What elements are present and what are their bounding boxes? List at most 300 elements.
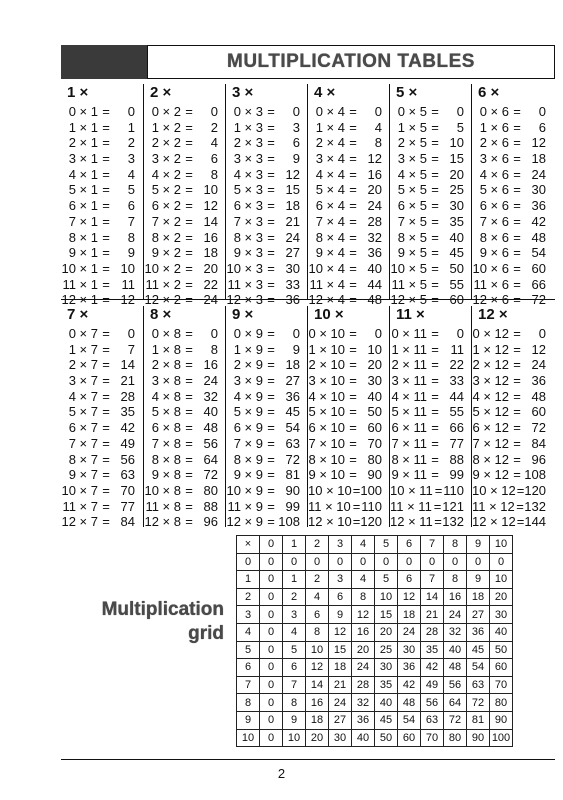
grid-cell: 0	[260, 659, 283, 677]
times-table-result: 120	[524, 482, 547, 498]
grid-cell: 32	[352, 694, 375, 712]
grid-cell: 7	[283, 676, 306, 694]
page-number: 2	[277, 766, 286, 781]
times-table-title: 10 ×	[314, 306, 344, 323]
times-table-row	[226, 182, 307, 198]
equals-sign: =	[267, 420, 275, 436]
equals-sign: =	[431, 245, 439, 261]
times-table-row	[308, 261, 389, 277]
times-table-expression: 1 × 3	[233, 119, 263, 135]
times-table-row	[61, 104, 142, 120]
times-table-expression: 8 × 12	[472, 451, 509, 467]
grid-caption-line-2: grid	[188, 623, 224, 644]
equals-sign: =	[349, 373, 357, 389]
equals-sign: =	[267, 213, 275, 229]
grid-cell: 8	[283, 694, 306, 712]
times-table-expression: 12 × 10	[308, 514, 352, 530]
equals-sign: =	[431, 292, 439, 308]
equals-sign: =	[349, 420, 357, 436]
times-table-result: 132	[524, 498, 546, 514]
times-table-expression: 11 × 8	[145, 498, 181, 514]
equals-sign: =	[185, 213, 193, 229]
times-table-result: 20	[449, 166, 464, 182]
times-table-result: 12	[367, 151, 382, 167]
times-table-expression: 12 × 5	[390, 292, 427, 308]
grid-cell: 16	[352, 623, 375, 641]
times-table-result: 81	[285, 467, 300, 483]
times-table-result: 11	[121, 276, 135, 292]
times-table-expression: 3 × 10	[308, 373, 345, 389]
grid-cell: 0	[260, 641, 283, 659]
times-table-result: 20	[203, 260, 218, 276]
times-table-row	[144, 436, 225, 452]
times-table-expression: 10 × 3	[226, 260, 263, 276]
times-table-expression: 4 × 7	[68, 388, 98, 404]
times-table-result: 28	[367, 213, 382, 229]
grid-cell: 0	[260, 694, 283, 712]
times-table-title: 5 ×	[396, 84, 418, 101]
grid-cell: 45	[467, 641, 490, 659]
times-table-row	[472, 230, 553, 246]
grid-cell: 81	[467, 711, 490, 729]
times-table-result: 0	[374, 104, 382, 119]
grid-row	[237, 729, 513, 747]
equals-sign: =	[352, 498, 361, 514]
times-table-row	[390, 373, 471, 389]
times-table-row	[472, 436, 553, 452]
times-table-expression: 4 × 9	[233, 388, 263, 404]
grid-cell: 20	[490, 588, 513, 606]
times-table-result: 132	[442, 514, 464, 530]
equals-sign: =	[185, 166, 193, 182]
equals-sign: =	[102, 467, 110, 483]
times-table-result: 70	[120, 482, 135, 498]
times-table-expression: 3 × 8	[151, 373, 181, 389]
times-table-result: 66	[531, 276, 546, 292]
times-table-expression: 4 × 4	[315, 166, 345, 182]
times-table-row	[144, 357, 225, 373]
equals-sign: =	[102, 213, 110, 229]
times-table-row	[390, 326, 471, 342]
grid-cell: 42	[398, 676, 421, 694]
equals-sign: =	[102, 292, 110, 308]
equals-sign: =	[431, 213, 439, 229]
times-table-column	[389, 306, 471, 530]
grid-cell: 9	[283, 711, 306, 729]
times-table-row	[472, 214, 553, 230]
times-table-expression: 11 × 10	[308, 498, 351, 514]
grid-row	[237, 676, 513, 694]
equals-sign: =	[267, 357, 275, 373]
times-table-expression: 12 × 7	[61, 514, 98, 530]
times-table-expression: 5 × 4	[315, 182, 345, 198]
times-table-result: 7	[127, 341, 135, 357]
equals-sign: =	[185, 119, 193, 135]
grid-cell: 4	[283, 623, 306, 641]
times-table-row	[308, 245, 389, 261]
equals-sign: =	[349, 245, 357, 261]
times-table-result: 30	[531, 182, 546, 198]
equals-sign: =	[349, 229, 357, 245]
grid-header-cell: 2	[237, 588, 260, 606]
times-table-result: 9	[127, 245, 135, 261]
times-table-expression: 5 × 9	[233, 404, 263, 420]
grid-cell: 40	[444, 641, 467, 659]
times-table-result: 4	[127, 166, 135, 182]
equals-sign: =	[513, 104, 521, 119]
times-table-expression: 7 × 4	[315, 213, 345, 229]
times-table-row	[226, 151, 307, 167]
times-table-expression: 1 × 10	[308, 341, 345, 357]
times-table-result: 0	[374, 326, 382, 341]
times-table-expression: 0 × 3	[233, 104, 263, 119]
equals-sign: =	[431, 388, 439, 404]
times-table-expression: 4 × 8	[151, 388, 181, 404]
times-table-row	[390, 342, 471, 358]
grid-cell: 18	[398, 606, 421, 624]
times-table-expression: 5 × 8	[151, 404, 181, 420]
times-table-column	[225, 84, 307, 308]
times-table-row	[390, 404, 471, 420]
equals-sign: =	[185, 276, 193, 292]
grid-cell: 12	[329, 623, 352, 641]
grid-cell: 45	[375, 711, 398, 729]
grid-cell: 28	[352, 676, 375, 694]
times-table-result: 6	[292, 135, 300, 151]
times-table-expression: 8 × 7	[68, 451, 98, 467]
equals-sign: =	[102, 151, 110, 167]
equals-sign: =	[267, 435, 275, 451]
times-table-result: 20	[367, 182, 382, 198]
times-table-expression: 12 × 1	[61, 292, 98, 308]
times-table-result: 0	[292, 326, 300, 341]
grid-cell: 70	[421, 729, 444, 747]
times-table-expression: 6 × 11	[391, 420, 427, 436]
times-table-expression: 6 × 1	[68, 198, 98, 214]
equals-sign: =	[352, 514, 361, 530]
times-table-result: 60	[367, 420, 382, 436]
grid-cell: 16	[306, 694, 329, 712]
grid-cell: 60	[398, 729, 421, 747]
times-table-expression: 9 × 5	[397, 245, 427, 261]
equals-sign: =	[431, 104, 439, 119]
times-table-row	[472, 135, 553, 151]
times-table-result: 44	[367, 276, 382, 292]
times-table-expression: 7 × 12	[472, 435, 509, 451]
times-tables-bottom-band	[61, 306, 555, 530]
times-table-row	[308, 389, 389, 405]
grid-cell: 49	[421, 676, 444, 694]
grid-cell: 5	[375, 571, 398, 589]
times-table-expression: 4 × 3	[233, 166, 263, 182]
times-table-row	[61, 261, 142, 277]
times-table-result: 12	[203, 198, 218, 214]
equals-sign: =	[431, 182, 439, 198]
grid-cell: 48	[398, 694, 421, 712]
grid-cell: 0	[260, 676, 283, 694]
times-table-row	[308, 420, 389, 436]
times-table-expression: 12 × 3	[226, 292, 263, 308]
grid-cell: 0	[260, 571, 283, 589]
times-table-row	[390, 357, 471, 373]
times-table-result: 11	[450, 341, 464, 357]
grid-cell: 54	[398, 711, 421, 729]
times-table-result: 9	[292, 341, 300, 357]
times-table-result: 45	[449, 245, 464, 261]
grid-cell: 63	[467, 676, 490, 694]
equals-sign: =	[516, 514, 525, 530]
times-table-row	[226, 135, 307, 151]
equals-sign: =	[349, 435, 357, 451]
grid-header-cell: 6	[237, 659, 260, 677]
equals-sign: =	[185, 357, 193, 373]
times-table-result: 99	[449, 467, 464, 483]
times-table-row	[226, 342, 307, 358]
equals-sign: =	[102, 357, 110, 373]
times-table-expression: 6 × 3	[233, 198, 263, 214]
times-table-row	[226, 277, 307, 293]
equals-sign: =	[349, 404, 357, 420]
grid-cell: 10	[306, 641, 329, 659]
grid-header-cell: 0	[237, 553, 260, 571]
times-table-expression: 6 × 10	[308, 420, 345, 436]
times-table-result: 50	[449, 260, 464, 276]
times-table-expression: 10 × 1	[61, 260, 98, 276]
equals-sign: =	[513, 467, 521, 483]
grid-row	[237, 641, 513, 659]
times-table-title: 6 ×	[478, 84, 500, 101]
equals-sign: =	[513, 388, 521, 404]
times-table-row	[61, 420, 142, 436]
equals-sign: =	[513, 404, 521, 420]
grid-cell: 9	[329, 606, 352, 624]
times-table-row	[61, 120, 142, 136]
equals-sign: =	[102, 182, 110, 198]
equals-sign: =	[513, 451, 521, 467]
times-table-expression: 11 × 9	[227, 498, 263, 514]
times-table-rows	[144, 326, 225, 530]
equals-sign: =	[513, 260, 521, 276]
times-table-row	[226, 499, 307, 515]
equals-sign: =	[185, 229, 193, 245]
times-table-expression: 3 × 4	[315, 151, 345, 167]
times-table-expression: 1 × 1	[68, 119, 98, 135]
times-table-result: 64	[203, 451, 218, 467]
grid-header-cell: 5	[375, 536, 398, 554]
equals-sign: =	[185, 373, 193, 389]
times-table-row	[390, 198, 471, 214]
grid-cell: 50	[490, 641, 513, 659]
times-table-result: 4	[210, 135, 218, 151]
times-table-row	[472, 514, 553, 530]
times-table-rows	[226, 104, 307, 308]
times-table-row	[144, 120, 225, 136]
equals-sign: =	[431, 326, 439, 341]
equals-sign: =	[349, 119, 357, 135]
times-table-expression: 10 × 10	[308, 482, 352, 498]
times-table-row	[308, 230, 389, 246]
equals-sign: =	[102, 245, 110, 261]
times-table-expression: 11 × 7	[62, 498, 98, 514]
times-table-result: 40	[367, 388, 382, 404]
equals-sign: =	[431, 357, 439, 373]
equals-sign: =	[102, 326, 110, 341]
equals-sign: =	[185, 482, 193, 498]
times-table-row	[390, 151, 471, 167]
times-table-rows	[472, 104, 553, 308]
times-table-expression: 4 × 12	[472, 388, 509, 404]
times-table-row	[308, 151, 389, 167]
grid-cell: 6	[329, 588, 352, 606]
times-table-result: 24	[531, 357, 546, 373]
times-table-row	[472, 151, 553, 167]
times-table-result: 3	[292, 119, 300, 135]
times-table-row	[390, 167, 471, 183]
grid-cell: 30	[490, 606, 513, 624]
times-table-row	[308, 167, 389, 183]
equals-sign: =	[102, 404, 110, 420]
times-table-row	[472, 261, 553, 277]
equals-sign: =	[513, 245, 521, 261]
times-table-result: 5	[456, 119, 464, 135]
times-table-expression: 11 × 4	[309, 276, 345, 292]
grid-cell: 40	[490, 623, 513, 641]
times-table-result: 32	[367, 229, 382, 245]
times-table-result: 55	[449, 404, 464, 420]
grid-cell: 0	[421, 553, 444, 571]
times-table-expression: 7 × 1	[68, 213, 98, 229]
equals-sign: =	[185, 245, 193, 261]
equals-sign: =	[185, 292, 193, 308]
times-table-expression: 3 × 12	[472, 373, 509, 389]
grid-cell: 0	[375, 553, 398, 571]
times-table-row	[308, 135, 389, 151]
equals-sign: =	[102, 135, 110, 151]
times-table-result: 80	[203, 482, 218, 498]
times-table-row	[308, 499, 389, 515]
times-table-result: 8	[127, 229, 135, 245]
grid-cell: 0	[260, 606, 283, 624]
grid-cell: 18	[306, 711, 329, 729]
times-table-row	[144, 261, 225, 277]
grid-cell: 35	[375, 676, 398, 694]
times-table-expression: 3 × 7	[68, 373, 98, 389]
times-table-expression: 7 × 5	[397, 213, 427, 229]
times-table-result: 2	[127, 135, 135, 151]
equals-sign: =	[431, 260, 439, 276]
times-table-result: 0	[538, 104, 546, 119]
equals-sign: =	[513, 373, 521, 389]
times-table-row	[144, 467, 225, 483]
times-table-row	[390, 389, 471, 405]
times-table-expression: 9 × 4	[315, 245, 345, 261]
times-table-expression: 9 × 1	[68, 245, 98, 261]
times-table-result: 77	[449, 435, 464, 451]
times-table-expression: 4 × 10	[308, 388, 345, 404]
grid-cell: 0	[260, 553, 283, 571]
grid-cell: 0	[260, 588, 283, 606]
grid-cell: 30	[375, 659, 398, 677]
equals-sign: =	[431, 467, 439, 483]
times-table-expression: 0 × 8	[151, 326, 181, 341]
equals-sign: =	[102, 373, 110, 389]
grid-cell: 2	[283, 588, 306, 606]
times-table-expression: 12 × 4	[308, 292, 345, 308]
grid-cell: 3	[283, 606, 306, 624]
times-table-row	[390, 261, 471, 277]
times-table-row	[226, 389, 307, 405]
times-table-row	[308, 436, 389, 452]
equals-sign: =	[185, 435, 193, 451]
grid-cell: 72	[444, 711, 467, 729]
times-table-row	[144, 326, 225, 342]
times-table-expression: 6 × 12	[472, 420, 509, 436]
times-table-row	[61, 167, 142, 183]
times-table-expression: 2 × 8	[151, 357, 181, 373]
grid-header-cell: 1	[283, 536, 306, 554]
times-table-row	[472, 357, 553, 373]
times-table-expression: 2 × 6	[479, 135, 509, 151]
equals-sign: =	[185, 260, 193, 276]
grid-cell: 15	[375, 606, 398, 624]
times-table-title: 3 ×	[232, 84, 254, 101]
times-table-result: 108	[278, 514, 300, 530]
times-table-row	[61, 389, 142, 405]
times-table-expression: 2 × 3	[233, 135, 263, 151]
times-table-expression: 1 × 11	[391, 341, 427, 357]
grid-cell: 0	[283, 553, 306, 571]
times-table-expression: 12 × 11	[390, 514, 433, 530]
grid-cell: 63	[421, 711, 444, 729]
times-table-row	[144, 104, 225, 120]
times-table-expression: 4 × 2	[151, 166, 181, 182]
times-table-row	[226, 261, 307, 277]
times-table-expression: 2 × 4	[315, 135, 345, 151]
times-table-result: 72	[531, 292, 546, 308]
times-table-expression: 5 × 12	[472, 404, 509, 420]
times-table-result: 10	[120, 260, 135, 276]
times-table-result: 48	[531, 388, 546, 404]
equals-sign: =	[267, 198, 275, 214]
times-table-row	[61, 404, 142, 420]
times-table-row	[226, 467, 307, 483]
grid-header-cell: 5	[237, 641, 260, 659]
times-table-result: 16	[367, 166, 382, 182]
times-table-row	[308, 357, 389, 373]
times-table-row	[472, 420, 553, 436]
times-table-row	[472, 104, 553, 120]
times-table-result: 36	[285, 292, 300, 308]
equals-sign: =	[513, 119, 521, 135]
times-table-result: 110	[361, 498, 382, 514]
grid-cell: 30	[329, 729, 352, 747]
equals-sign: =	[185, 451, 193, 467]
times-table-result: 36	[367, 245, 382, 261]
grid-header-cell: 7	[237, 676, 260, 694]
times-table-result: 49	[120, 435, 135, 451]
times-table-result: 24	[531, 166, 546, 182]
times-table-row	[61, 452, 142, 468]
times-table-row	[472, 342, 553, 358]
equals-sign: =	[185, 198, 193, 214]
equals-sign: =	[349, 388, 357, 404]
times-table-expression: 11 × 3	[227, 276, 263, 292]
grid-row	[237, 659, 513, 677]
grid-cell: 36	[467, 623, 490, 641]
times-table-expression: 9 × 10	[308, 467, 345, 483]
times-table-expression: 4 × 6	[479, 166, 509, 182]
equals-sign: =	[431, 198, 439, 214]
